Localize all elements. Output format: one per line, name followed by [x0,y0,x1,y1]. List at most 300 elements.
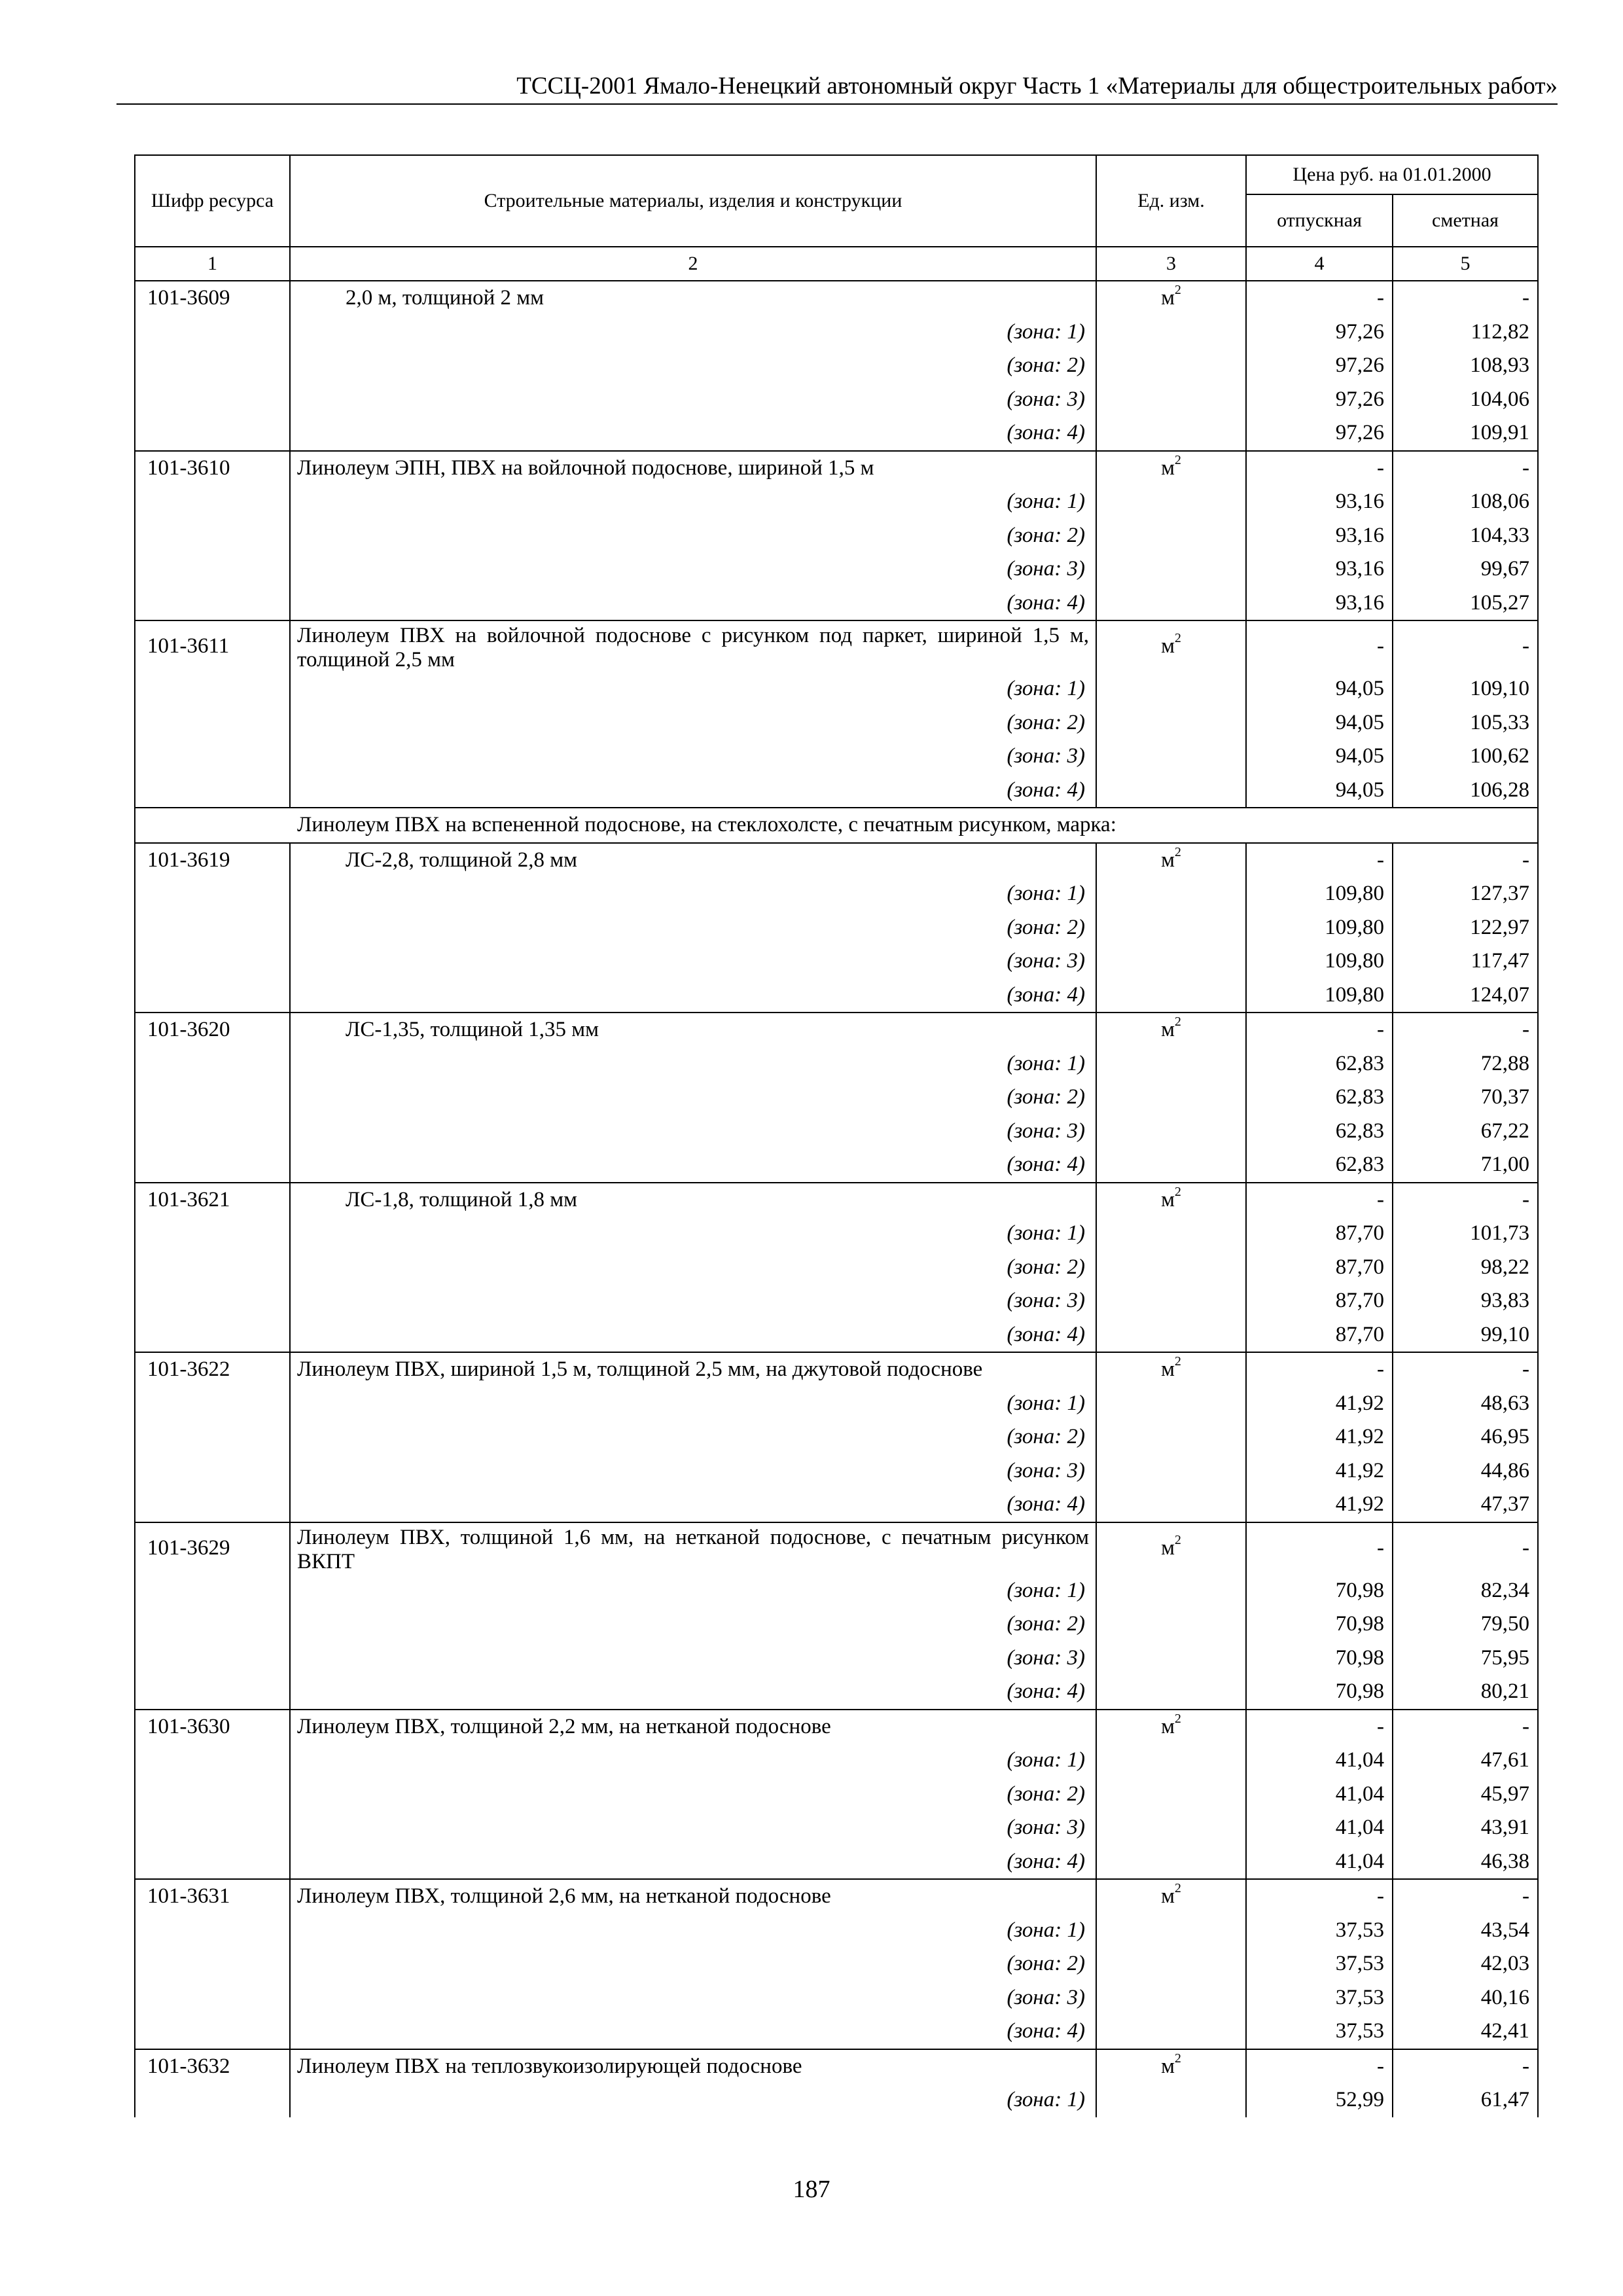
empty-code-cell [135,1914,290,1948]
unit-exponent: 2 [1175,2051,1181,2066]
empty-code-cell [135,1420,290,1454]
zone-row [135,1641,1538,1676]
zone-release-price: 93,16 [1246,485,1393,519]
unit-exponent: 2 [1175,1014,1181,1030]
zone-release-price: 70,98 [1246,1574,1393,1608]
empty-code-cell [135,978,290,1013]
material-name: ЛС-1,8, толщиной 1,8 мм [290,1183,1096,1217]
empty-code-cell [135,1047,290,1081]
unit-text: м [1161,848,1175,872]
zone-estimate-price: 98,22 [1393,1251,1538,1285]
zone-row [135,1744,1538,1778]
material-name: Линолеум ПВХ на теплозвукоизолирующей подоснове [290,2049,1096,2084]
zone-release-price: 87,70 [1246,1318,1393,1353]
zone-row [135,315,1538,350]
zone-label: (зона: 4) [290,586,1096,621]
empty-code-cell [135,586,290,621]
zone-estimate-price: 79,50 [1393,1607,1538,1641]
running-header: ТССЦ-2001 Ямало-Ненецкий автономный округ Часть 1 «Материалы для общестроительных работ» [116,71,1558,105]
release-price: - [1246,1013,1393,1047]
estimate-price: - [1393,1183,1538,1217]
zone-row [135,1454,1538,1488]
unit-cell [1096,2049,1246,2084]
empty-unit-cell [1096,1488,1246,1522]
zone-label: (зона: 1) [290,2083,1096,2117]
zone-row [135,1420,1538,1454]
zone-row [135,1845,1538,1880]
table-row [135,2049,1538,2084]
unit-exponent: 2 [1175,844,1181,859]
table-row [135,1183,1538,1217]
zone-row [135,1387,1538,1421]
zone-estimate-price: 47,61 [1393,1744,1538,1778]
zone-release-price: 52,99 [1246,2083,1393,2117]
empty-unit-cell [1096,1387,1246,1421]
empty-code-cell [135,1845,290,1880]
zone-label: (зона: 2) [290,1778,1096,1812]
estimate-price: - [1393,1522,1538,1574]
empty-code-cell [135,1811,290,1845]
release-price: - [1246,1522,1393,1574]
empty-code-cell [135,706,290,740]
empty-code-cell [135,1454,290,1488]
zone-row [135,1318,1538,1353]
empty-unit-cell [1096,349,1246,383]
zone-release-price: 41,92 [1246,1420,1393,1454]
unit-exponent: 2 [1175,1184,1181,1199]
zone-row [135,672,1538,706]
zone-release-price: 94,05 [1246,774,1393,808]
unit-cell [1096,1879,1246,1914]
zone-row [135,1148,1538,1183]
table-row [135,1879,1538,1914]
zone-row [135,1081,1538,1115]
release-price: - [1246,620,1393,672]
zone-label: (зона: 3) [290,1454,1096,1488]
zone-release-price: 93,16 [1246,552,1393,586]
empty-code-cell [135,1387,290,1421]
empty-code-cell [135,1217,290,1251]
price-table [134,154,1539,2117]
unit-cell [1096,1710,1246,1744]
zone-row [135,1217,1538,1251]
zone-release-price: 41,04 [1246,1778,1393,1812]
zone-label: (зона: 4) [290,1488,1096,1522]
empty-code-cell [135,1574,290,1608]
material-name: Линолеум ПВХ, шириной 1,5 м, толщиной 2,5 мм, на джутовой подоснове [290,1352,1096,1387]
zone-label: (зона: 4) [290,1318,1096,1353]
zone-estimate-price: 82,34 [1393,1574,1538,1608]
zone-release-price: 94,05 [1246,672,1393,706]
zone-estimate-price: 61,47 [1393,2083,1538,2117]
group-heading-row [135,808,1538,843]
unit-text: м [1161,2054,1175,2078]
empty-unit-cell [1096,740,1246,774]
zone-label: (зона: 1) [290,1217,1096,1251]
table-row [135,843,1538,878]
resource-code: 101-3609 [135,281,290,315]
empty-unit-cell [1096,1778,1246,1812]
empty-code-cell [135,1115,290,1149]
zone-estimate-price: 67,22 [1393,1115,1538,1149]
empty-unit-cell [1096,1744,1246,1778]
zone-row [135,552,1538,586]
empty-unit-cell [1096,2015,1246,2049]
empty-unit-cell [1096,877,1246,911]
zone-row [135,1574,1538,1608]
empty-unit-cell [1096,1318,1246,1353]
empty-unit-cell [1096,1148,1246,1183]
zone-label: (зона: 2) [290,519,1096,553]
zone-label: (зона: 1) [290,1574,1096,1608]
zone-release-price: 62,83 [1246,1148,1393,1183]
zone-row [135,349,1538,383]
zone-estimate-price: 46,95 [1393,1420,1538,1454]
empty-unit-cell [1096,552,1246,586]
zone-release-price: 37,53 [1246,1914,1393,1948]
unit-exponent: 2 [1175,631,1181,646]
unit-text: м [1161,1187,1175,1211]
group-heading: Линолеум ПВХ на вспененной подоснове, на стеклохолсте, с печатным рисунком, марка: [135,808,1538,843]
zone-row [135,978,1538,1013]
col-number: 4 [1246,247,1393,281]
zone-estimate-price: 40,16 [1393,1981,1538,2015]
zone-row [135,1811,1538,1845]
unit-text: м [1161,1714,1175,1738]
table-body [135,281,1538,2117]
zone-label: (зона: 1) [290,1744,1096,1778]
unit-cell [1096,1183,1246,1217]
resource-code: 101-3631 [135,1879,290,1914]
zone-label: (зона: 3) [290,383,1096,417]
zone-estimate-price: 99,67 [1393,552,1538,586]
empty-code-cell [135,1318,290,1353]
zone-label: (зона: 4) [290,2015,1096,2049]
zone-row [135,1488,1538,1522]
zone-release-price: 97,26 [1246,416,1393,451]
zone-estimate-price: 42,41 [1393,2015,1538,2049]
zone-row [135,485,1538,519]
zone-estimate-price: 109,10 [1393,672,1538,706]
empty-code-cell [135,1675,290,1710]
zone-label: (зона: 1) [290,672,1096,706]
zone-estimate-price: 104,06 [1393,383,1538,417]
resource-code: 101-3611 [135,620,290,672]
zone-estimate-price: 46,38 [1393,1845,1538,1880]
empty-unit-cell [1096,706,1246,740]
empty-unit-cell [1096,2083,1246,2117]
estimate-price: - [1393,1879,1538,1914]
table-row [135,1352,1538,1387]
estimate-price: - [1393,620,1538,672]
unit-exponent: 2 [1175,283,1181,298]
zone-release-price: 97,26 [1246,383,1393,417]
table-row [135,281,1538,315]
zone-row [135,1981,1538,2015]
unit-cell [1096,1522,1246,1574]
zone-estimate-price: 106,28 [1393,774,1538,808]
unit-text: м [1161,1535,1175,1560]
empty-unit-cell [1096,1284,1246,1318]
empty-code-cell [135,2083,290,2117]
material-name: Линолеум ПВХ, толщиной 1,6 мм, на нетканой подоснове, с печатным рисунком ВКПТ [290,1522,1096,1574]
empty-code-cell [135,416,290,451]
material-name: Линолеум ПВХ на войлочной подоснове с рисунком под паркет, шириной 1,5 м, толщиной 2,5 мм [290,620,1096,672]
zone-release-price: 94,05 [1246,706,1393,740]
resource-code: 101-3622 [135,1352,290,1387]
zone-label: (зона: 2) [290,1607,1096,1641]
zone-estimate-price: 47,37 [1393,1488,1538,1522]
zone-estimate-price: 112,82 [1393,315,1538,350]
zone-release-price: 109,80 [1246,944,1393,978]
zone-label: (зона: 4) [290,1675,1096,1710]
unit-cell [1096,451,1246,486]
estimate-price: - [1393,281,1538,315]
empty-unit-cell [1096,944,1246,978]
zone-row [135,1115,1538,1149]
unit-text: м [1161,1018,1175,1041]
zone-estimate-price: 43,91 [1393,1811,1538,1845]
table-row [135,1710,1538,1744]
zone-row [135,2083,1538,2117]
empty-code-cell [135,1744,290,1778]
empty-code-cell [135,383,290,417]
zone-release-price: 70,98 [1246,1675,1393,1710]
empty-code-cell [135,1284,290,1318]
zone-release-price: 97,26 [1246,349,1393,383]
empty-unit-cell [1096,1251,1246,1285]
empty-code-cell [135,315,290,350]
empty-unit-cell [1096,586,1246,621]
zone-label: (зона: 3) [290,1284,1096,1318]
resource-code: 101-3632 [135,2049,290,2084]
empty-unit-cell [1096,1675,1246,1710]
empty-unit-cell [1096,1574,1246,1608]
unit-cell [1096,620,1246,672]
zone-label: (зона: 2) [290,911,1096,945]
resource-code: 101-3620 [135,1013,290,1047]
zone-label: (зона: 1) [290,485,1096,519]
unit-exponent: 2 [1175,1532,1181,1547]
zone-label: (зона: 4) [290,416,1096,451]
zone-release-price: 37,53 [1246,1947,1393,1981]
empty-unit-cell [1096,383,1246,417]
zone-release-price: 70,98 [1246,1641,1393,1676]
zone-estimate-price: 48,63 [1393,1387,1538,1421]
col-unit-header: Ед. изм. [1096,155,1246,247]
empty-unit-cell [1096,1641,1246,1676]
zone-estimate-price: 122,97 [1393,911,1538,945]
zone-release-price: 94,05 [1246,740,1393,774]
zone-release-price: 41,92 [1246,1488,1393,1522]
material-name: ЛС-1,35, толщиной 1,35 мм [290,1013,1096,1047]
zone-release-price: 109,80 [1246,911,1393,945]
zone-row [135,774,1538,808]
unit-text: м [1161,1884,1175,1908]
zone-row [135,2015,1538,2049]
empty-unit-cell [1096,1811,1246,1845]
zone-label: (зона: 2) [290,706,1096,740]
zone-row [135,1778,1538,1812]
zone-estimate-price: 124,07 [1393,978,1538,1013]
zone-row [135,1251,1538,1285]
material-name: ЛС-2,8, толщиной 2,8 мм [290,843,1096,878]
empty-code-cell [135,349,290,383]
release-price: - [1246,281,1393,315]
table-row [135,1522,1538,1574]
zone-label: (зона: 1) [290,1047,1096,1081]
table-row [135,451,1538,486]
empty-code-cell [135,1488,290,1522]
zone-label: (зона: 4) [290,1148,1096,1183]
empty-unit-cell [1096,485,1246,519]
empty-unit-cell [1096,1420,1246,1454]
table-header [135,155,1538,281]
zone-release-price: 87,70 [1246,1251,1393,1285]
resource-code: 101-3619 [135,843,290,878]
table-row [135,1013,1538,1047]
empty-code-cell [135,552,290,586]
col-code-header: Шифр ресурса [135,155,290,247]
col-name-header: Строительные материалы, изделия и конструкции [290,155,1096,247]
zone-estimate-price: 43,54 [1393,1914,1538,1948]
zone-label: (зона: 2) [290,1081,1096,1115]
zone-row [135,586,1538,621]
empty-unit-cell [1096,1081,1246,1115]
material-name: 2,0 м, толщиной 2 мм [290,281,1096,315]
estimate-price: - [1393,1710,1538,1744]
zone-row [135,519,1538,553]
estimate-price: - [1393,2049,1538,2084]
zone-release-price: 62,83 [1246,1115,1393,1149]
estimate-price: - [1393,1013,1538,1047]
zone-row [135,1284,1538,1318]
empty-code-cell [135,1148,290,1183]
zone-release-price: 87,70 [1246,1284,1393,1318]
zone-estimate-price: 105,27 [1393,586,1538,621]
empty-unit-cell [1096,1217,1246,1251]
zone-release-price: 41,04 [1246,1811,1393,1845]
zone-label: (зона: 3) [290,1811,1096,1845]
zone-estimate-price: 105,33 [1393,706,1538,740]
col-release-header: отпускная [1246,194,1393,247]
zone-release-price: 87,70 [1246,1217,1393,1251]
unit-exponent: 2 [1175,1711,1181,1726]
unit-cell [1096,1352,1246,1387]
col-number: 5 [1393,247,1538,281]
zone-estimate-price: 80,21 [1393,1675,1538,1710]
empty-unit-cell [1096,315,1246,350]
empty-unit-cell [1096,1607,1246,1641]
empty-code-cell [135,2015,290,2049]
zone-release-price: 41,04 [1246,1845,1393,1880]
empty-unit-cell [1096,1914,1246,1948]
material-name: Линолеум ПВХ, толщиной 2,6 мм, на нетканой подоснове [290,1879,1096,1914]
zone-row [135,1047,1538,1081]
zone-release-price: 109,80 [1246,877,1393,911]
zone-label: (зона: 3) [290,1641,1096,1676]
empty-unit-cell [1096,1981,1246,2015]
empty-unit-cell [1096,1845,1246,1880]
empty-code-cell [135,774,290,808]
resource-code: 101-3610 [135,451,290,486]
release-price: - [1246,1710,1393,1744]
unit-exponent: 2 [1175,1354,1181,1369]
resource-code: 101-3629 [135,1522,290,1574]
resource-code: 101-3621 [135,1183,290,1217]
unit-cell [1096,281,1246,315]
zone-release-price: 62,83 [1246,1047,1393,1081]
unit-text: м [1161,1357,1175,1381]
page-number: 187 [793,2176,830,2203]
zone-estimate-price: 127,37 [1393,877,1538,911]
zone-estimate-price: 108,93 [1393,349,1538,383]
empty-code-cell [135,519,290,553]
empty-code-cell [135,944,290,978]
zone-row [135,1607,1538,1641]
release-price: - [1246,1183,1393,1217]
zone-row [135,740,1538,774]
table-row [135,620,1538,672]
zone-estimate-price: 71,00 [1393,1148,1538,1183]
empty-code-cell [135,485,290,519]
unit-text: м [1161,456,1175,480]
unit-exponent: 2 [1175,1881,1181,1896]
zone-row [135,944,1538,978]
zone-estimate-price: 99,10 [1393,1318,1538,1353]
empty-unit-cell [1096,1947,1246,1981]
col-estimate-header: сметная [1393,194,1538,247]
zone-release-price: 70,98 [1246,1607,1393,1641]
zone-label: (зона: 2) [290,1251,1096,1285]
zone-estimate-price: 72,88 [1393,1047,1538,1081]
empty-unit-cell [1096,774,1246,808]
zone-row [135,416,1538,451]
empty-code-cell [135,1607,290,1641]
empty-code-cell [135,1778,290,1812]
zone-row [135,1947,1538,1981]
col-number: 3 [1096,247,1246,281]
zone-release-price: 37,53 [1246,1981,1393,2015]
zone-estimate-price: 75,95 [1393,1641,1538,1676]
estimate-price: - [1393,451,1538,486]
zone-label: (зона: 3) [290,1115,1096,1149]
zone-row [135,877,1538,911]
zone-label: (зона: 3) [290,740,1096,774]
zone-row [135,911,1538,945]
zone-estimate-price: 117,47 [1393,944,1538,978]
zone-release-price: 97,26 [1246,315,1393,350]
estimate-price: - [1393,1352,1538,1387]
zone-label: (зона: 1) [290,1387,1096,1421]
zone-row [135,706,1538,740]
zone-release-price: 37,53 [1246,2015,1393,2049]
zone-label: (зона: 3) [290,552,1096,586]
zone-row [135,383,1538,417]
empty-code-cell [135,911,290,945]
unit-cell [1096,843,1246,878]
empty-unit-cell [1096,1454,1246,1488]
zone-row [135,1914,1538,1948]
empty-unit-cell [1096,519,1246,553]
zone-estimate-price: 104,33 [1393,519,1538,553]
release-price: - [1246,2049,1393,2084]
unit-text: м [1161,634,1175,658]
empty-unit-cell [1096,1115,1246,1149]
zone-estimate-price: 100,62 [1393,740,1538,774]
zone-label: (зона: 3) [290,1981,1096,2015]
zone-release-price: 41,92 [1246,1454,1393,1488]
